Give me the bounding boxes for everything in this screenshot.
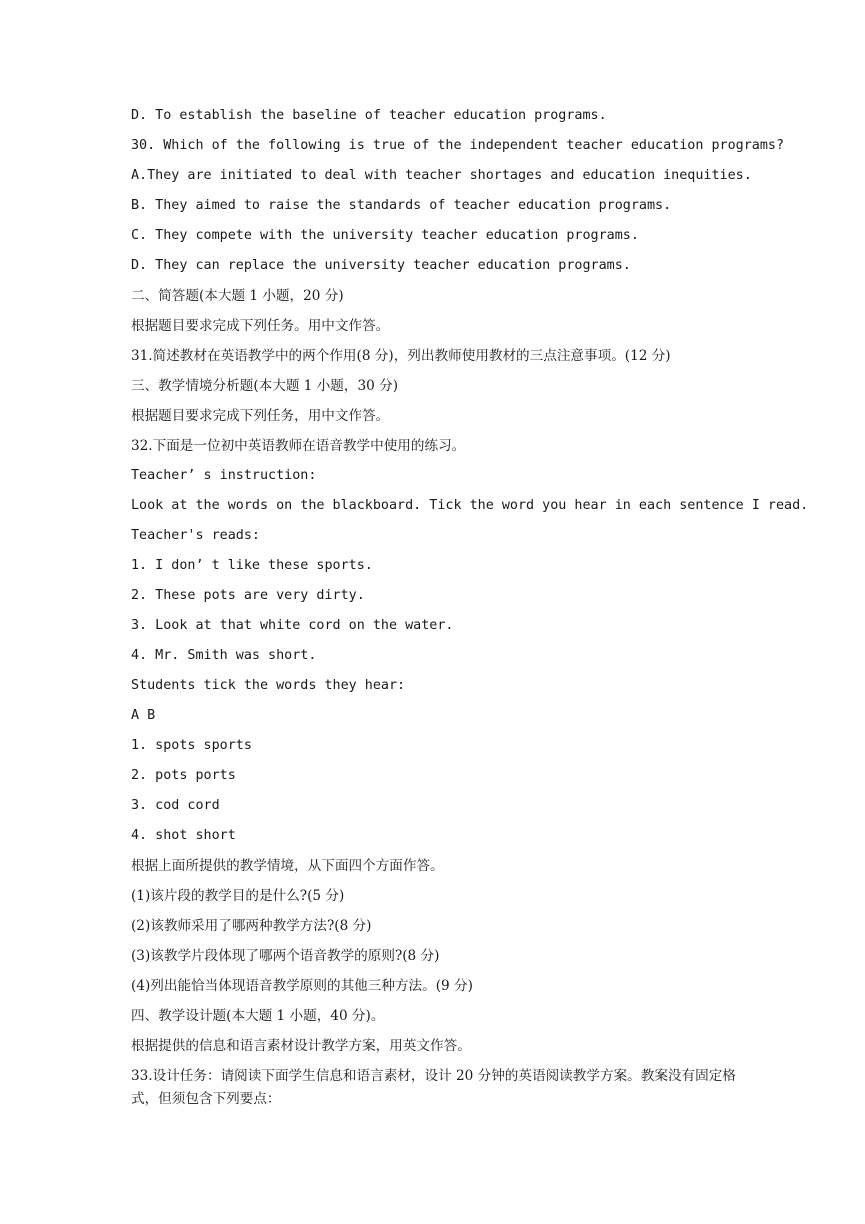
option-c-q30: C. They compete with the university teacher education programs.	[131, 228, 639, 243]
question-33: 33.设计任务：请阅读下面学生信息和语言素材，设计 20 分钟的英语阅读教学方案。教案没有固定格式，但须包含下列要点：	[131, 1068, 736, 1107]
students-tick-label: Students tick the words they hear:	[131, 678, 406, 693]
sentence-2: 2. These pots are very dirty.	[131, 588, 365, 603]
word-pair-2: 2. pots ports	[131, 768, 236, 783]
section-4-heading: 四、教学设计题(本大题 1 小题，40 分)。	[131, 1008, 385, 1024]
sub-question-3: (3)该教学片段体现了哪两个语音教学的原则?(8 分)	[131, 948, 440, 964]
section-2-heading: 二、简答题(本大题 1 小题，20 分)	[131, 288, 344, 304]
option-a-q30: A.They are initiated to deal with teacher shortages and education inequities.	[131, 168, 752, 183]
section-3-instruction: 根据题目要求完成下列任务，用中文作答。	[131, 408, 390, 424]
question-30: 30. Which of the following is true of the independent teacher education programs?	[131, 138, 785, 153]
question-31: 31.简述教材在英语教学中的两个作用(8 分)，列出教师使用教材的三点注意事项。(12 分)	[131, 348, 671, 364]
document-body	[131, 105, 809, 1111]
word-pair-4: 4. shot short	[131, 828, 236, 843]
section-2-instruction: 根据题目要求完成下列任务。用中文作答。	[131, 318, 390, 334]
section-4-instruction: 根据提供的信息和语言素材设计教学方案，用英文作答。	[131, 1038, 471, 1054]
sentence-1: 1. I don’ t like these sports.	[131, 558, 373, 573]
word-pair-3: 3. cod cord	[131, 798, 220, 813]
section-3-heading: 三、教学情境分析题(本大题 1 小题，30 分)	[131, 378, 399, 394]
option-d-q29: D. To establish the baseline of teacher education programs.	[131, 108, 607, 123]
word-pair-1: 1. spots sports	[131, 738, 252, 753]
option-d-q30: D. They can replace the university teacher education programs.	[131, 258, 631, 273]
teacher-instruction-text: Look at the words on the blackboard. Tick the word you hear in each sentence I read.	[131, 498, 809, 513]
question-32: 32.下面是一位初中英语教师在语音教学中使用的练习。	[131, 438, 466, 454]
sub-question-1: (1)该片段的教学目的是什么?(5 分)	[131, 888, 345, 904]
teacher-reads-label: Teacher's reads:	[131, 528, 260, 543]
sub-question-2: (2)该教师采用了哪两种教学方法?(8 分)	[131, 918, 372, 934]
sentence-4: 4. Mr. Smith was short.	[131, 648, 317, 663]
answer-aspects-intro: 根据上面所提供的教学情境，从下面四个方面作答。	[131, 858, 444, 874]
teacher-instruction-label: Teacher’ s instruction:	[131, 468, 317, 483]
column-header: A B	[131, 708, 156, 723]
sub-question-4: (4)列出能恰当体现语音教学原则的其他三种方法。(9 分)	[131, 978, 473, 994]
sentence-3: 3. Look at that white cord on the water.	[131, 618, 454, 633]
option-b-q30: B. They aimed to raise the standards of teacher education programs.	[131, 198, 672, 213]
